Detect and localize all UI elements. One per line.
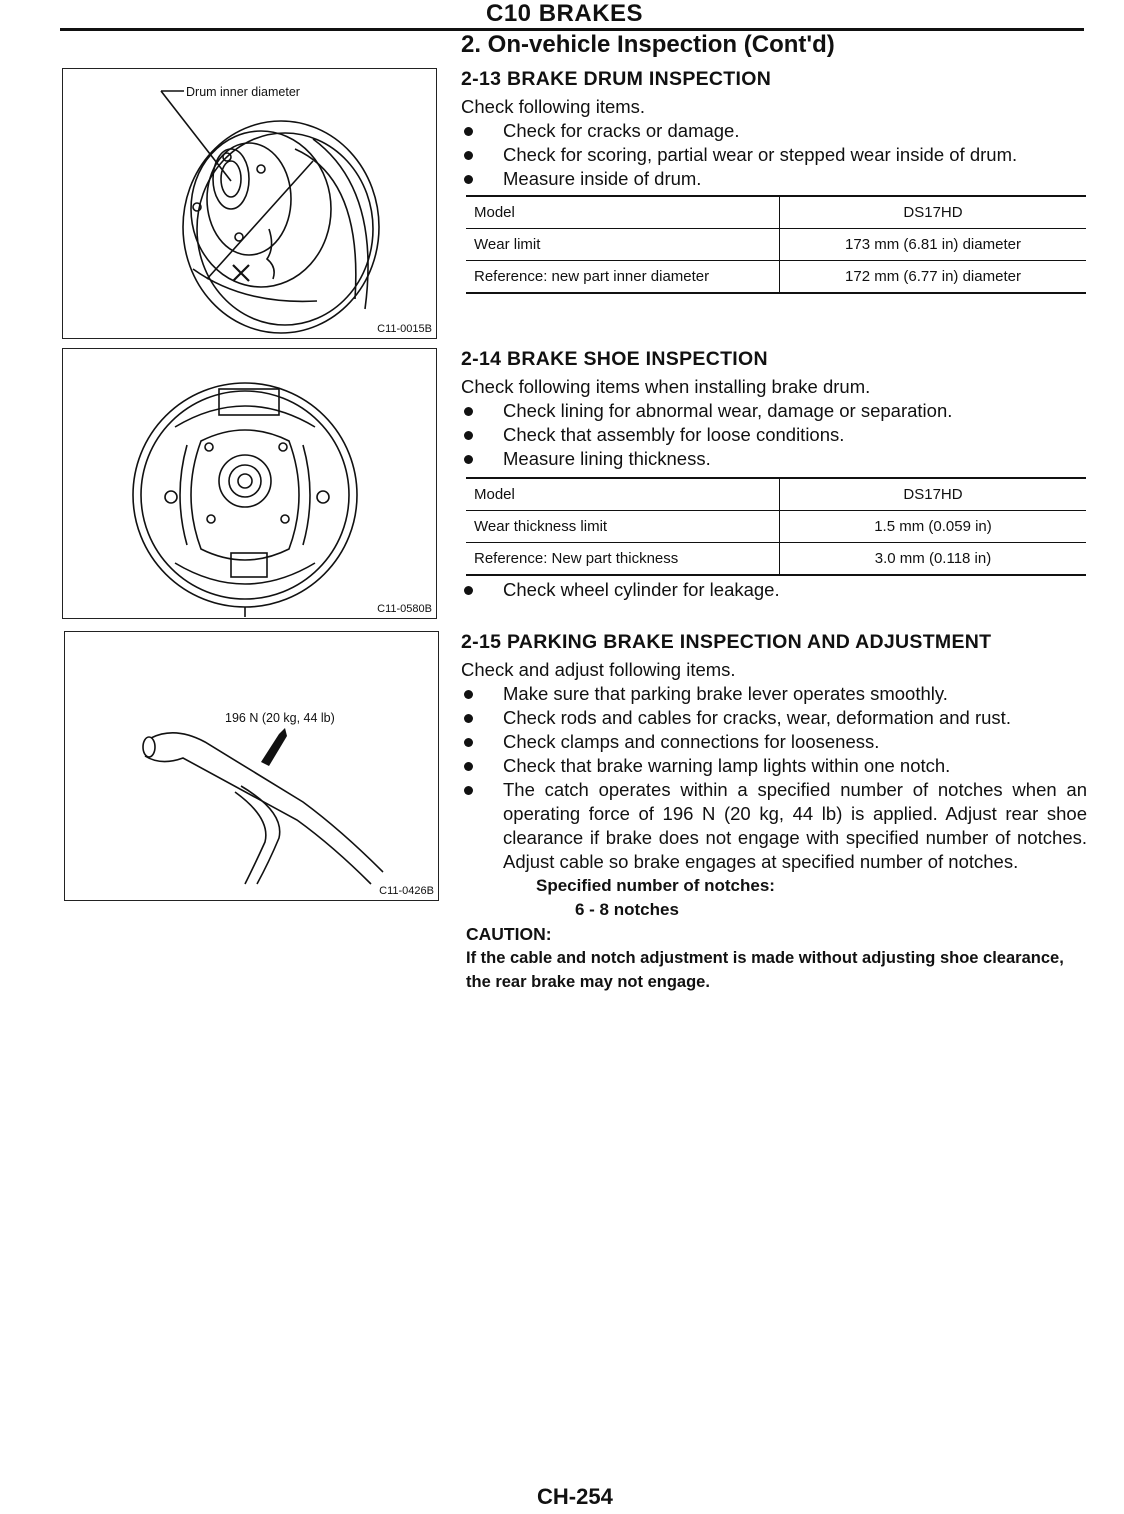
page-number: CH-254 [537, 1484, 613, 1509]
list-item: Make sure that parking brake lever operates smoothly. [461, 682, 1087, 706]
bullet-icon [464, 586, 473, 595]
list-item: Check wheel cylinder for leakage. [461, 578, 1087, 602]
table-row: Reference: New part thickness 3.0 mm (0.118 in) [466, 543, 1086, 576]
table-row: Wear thickness limit 1.5 mm (0.059 in) [466, 511, 1086, 543]
chapter-title: C10 BRAKES [486, 0, 644, 27]
bullet-icon [464, 786, 473, 795]
list-item: Measure inside of drum. [461, 167, 1087, 191]
list-item: Check rods and cables for cracks, wear, deformation and rust. [461, 706, 1087, 730]
bullet-icon [464, 151, 473, 160]
lead-text: Check following items. [461, 96, 646, 117]
section-parking-brake [461, 631, 1087, 994]
figure-label-force: 196 N (20 kg, 44 lb) [225, 711, 335, 725]
table-row: Model DS17HD [466, 196, 1086, 229]
bullet-icon [464, 690, 473, 699]
brake-drum-illustration [63, 69, 435, 337]
section-title: 2. On-vehicle Inspection (Cont'd) [461, 31, 835, 58]
figure-label-drum-inner-diameter: Drum inner diameter [186, 85, 300, 99]
figure-brake-drum [62, 68, 437, 339]
bullet-list [461, 119, 1087, 191]
list-item: The catch operates within a specified number of notches when an operating force of 196 N (20 kg, 44 lb) is applied. Adjust rear shoe clearance if brake does not engage with specified number of notches. Adjust cable so brake engages at specified number of notches. [461, 778, 1087, 874]
caution-text: If the cable and notch adjustment is made without adjusting shoe clearance, the rear brake may not engage. [466, 949, 1064, 991]
bullet-icon [464, 127, 473, 136]
brake-shoe-assembly-illustration [63, 349, 435, 617]
bullet-icon [464, 407, 473, 416]
parking-brake-lever-illustration [65, 632, 437, 898]
lead-text: Check and adjust following items. [461, 659, 736, 680]
spec-table-drum [466, 195, 1086, 294]
figure-code: C11-0580B [377, 603, 432, 615]
bullet-list [461, 399, 1087, 471]
bullet-list [461, 682, 1087, 874]
subsection-title: 2-13 BRAKE DRUM INSPECTION [461, 68, 772, 90]
list-item: Check that brake warning lamp lights within one notch. [461, 754, 1087, 778]
figure-code: C11-0426B [379, 885, 434, 897]
section-brake-drum [461, 68, 1087, 294]
subsection-title: 2-14 BRAKE SHOE INSPECTION [461, 348, 768, 370]
bullet-icon [464, 738, 473, 747]
figure-parking-lever [64, 631, 439, 901]
table-row: Model DS17HD [466, 478, 1086, 511]
bullet-icon [464, 762, 473, 771]
spec-label: Specified number of notches: [536, 876, 775, 895]
bullet-icon [464, 455, 473, 464]
bullet-list [461, 578, 1087, 602]
list-item: Measure lining thickness. [461, 447, 1087, 471]
caution-heading: CAUTION: [466, 924, 552, 944]
bullet-icon [464, 175, 473, 184]
lead-text: Check following items when installing brake drum. [461, 376, 871, 397]
list-item: Check for scoring, partial wear or stepped wear inside of drum. [461, 143, 1087, 167]
list-item: Check that assembly for loose conditions. [461, 423, 1087, 447]
table-row: Wear limit 173 mm (6.81 in) diameter [466, 229, 1086, 261]
bullet-icon [464, 431, 473, 440]
figure-brake-shoe [62, 348, 437, 619]
section-brake-shoe [461, 348, 1087, 602]
list-item: Check lining for abnormal wear, damage or separation. [461, 399, 1087, 423]
spec-value: 6 - 8 notches [575, 900, 679, 919]
table-row: Reference: new part inner diameter 172 mm (6.77 in) diameter [466, 261, 1086, 294]
subsection-title: 2-15 PARKING BRAKE INSPECTION AND ADJUSTMENT [461, 631, 992, 653]
list-item: Check clamps and connections for looseness. [461, 730, 1087, 754]
figure-code: C11-0015B [377, 323, 432, 335]
bullet-icon [464, 714, 473, 723]
list-item: Check for cracks or damage. [461, 119, 1087, 143]
spec-table-shoe [466, 477, 1086, 576]
